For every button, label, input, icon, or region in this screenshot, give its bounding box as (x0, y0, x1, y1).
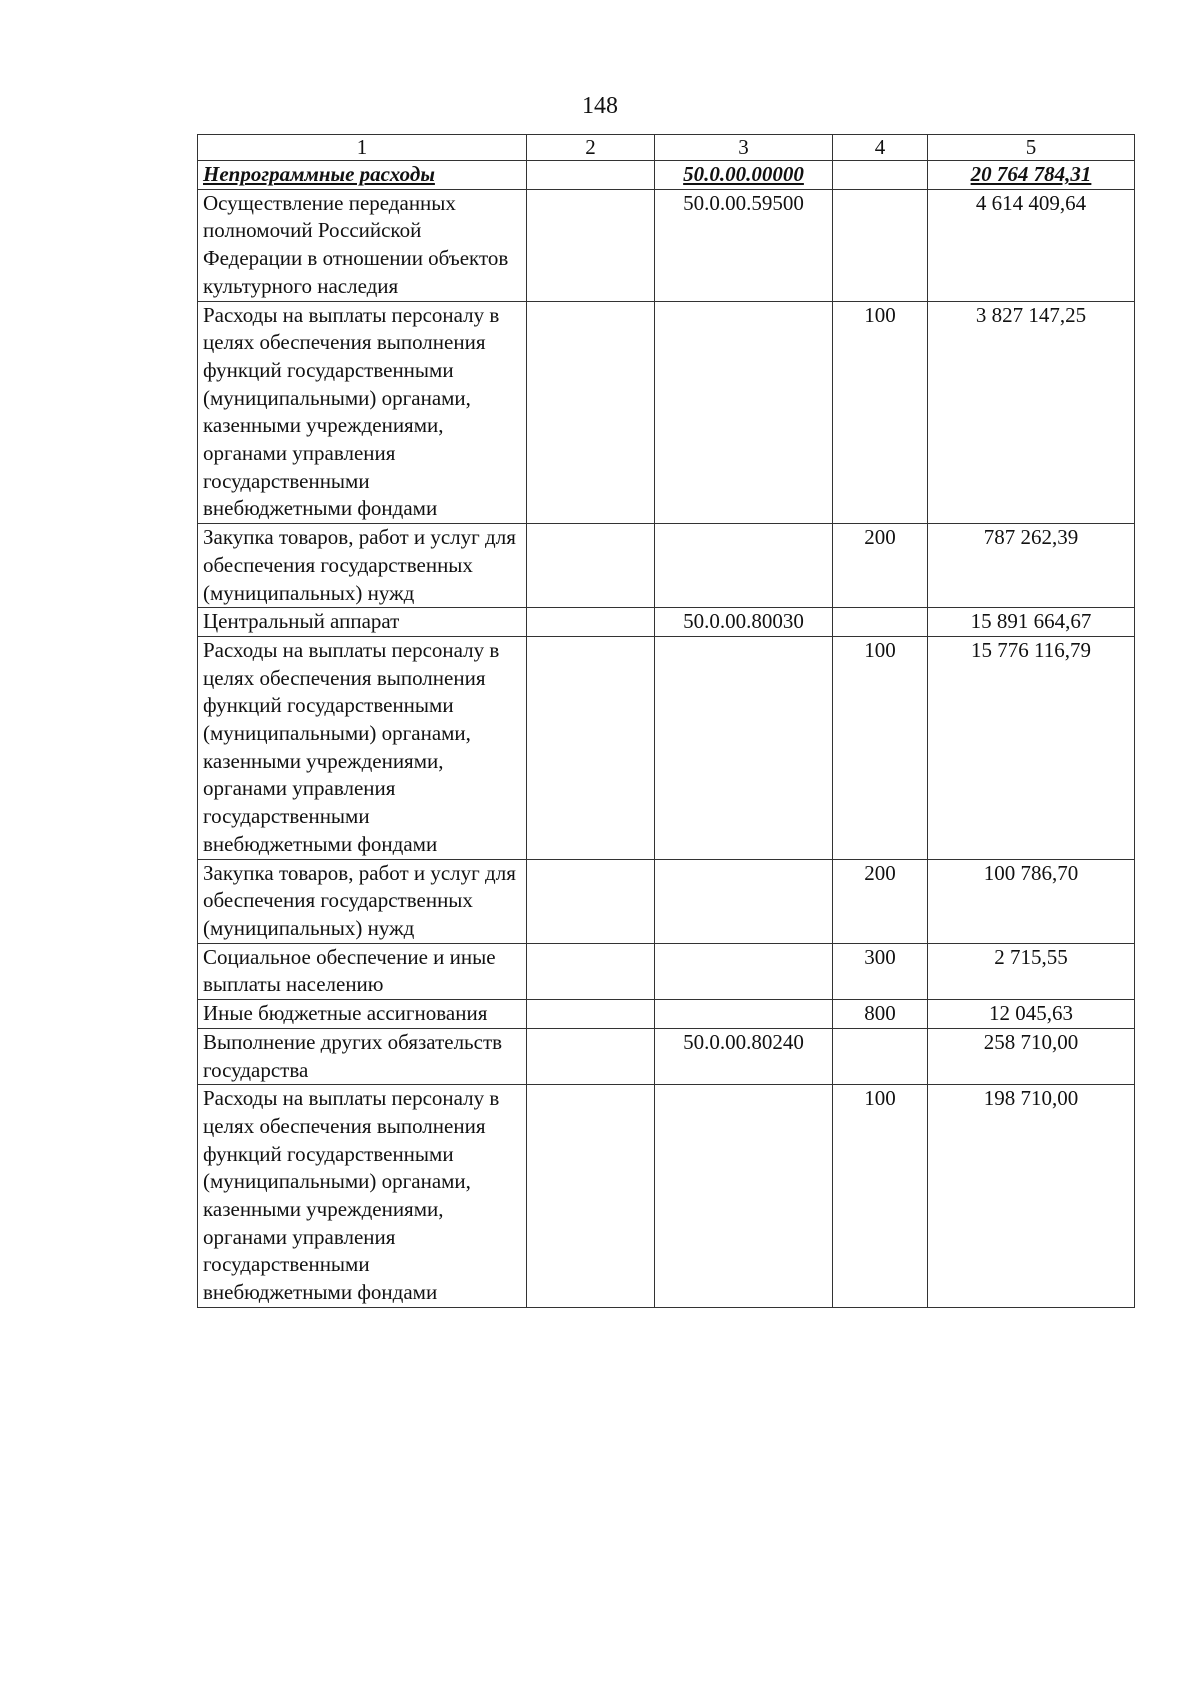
row-expense-type: 100 (833, 1085, 928, 1308)
row-name: Расходы на выплаты персоналу в целях обеспечения выполнения функций государственными (муниципальными) органами, казенными учреждениями, органами управления государственными внебюджетными фондами (198, 1085, 527, 1308)
row-target-code (655, 859, 833, 943)
column-header-4: 4 (833, 135, 928, 161)
row-amount: 4 614 409,64 (928, 189, 1135, 301)
row-section (527, 608, 655, 637)
column-header-3: 3 (655, 135, 833, 161)
row-section (527, 859, 655, 943)
row-name: Иные бюджетные ассигнования (198, 1000, 527, 1029)
row-expense-type: 100 (833, 301, 928, 524)
table-row (198, 189, 1135, 301)
row-target-code (655, 1085, 833, 1308)
row-section (527, 1085, 655, 1308)
row-amount: 198 710,00 (928, 1085, 1135, 1308)
row-target-code (655, 301, 833, 524)
table-row (198, 1085, 1135, 1308)
row-section (527, 636, 655, 859)
table-row (198, 161, 1135, 190)
row-section (527, 1000, 655, 1029)
row-amount: 12 045,63 (928, 1000, 1135, 1029)
table-row (198, 301, 1135, 524)
row-target-code (655, 943, 833, 999)
row-section (527, 189, 655, 301)
row-expense-type: 800 (833, 1000, 928, 1029)
table-row (198, 1028, 1135, 1084)
row-name: Расходы на выплаты персоналу в целях обеспечения выполнения функций государственными (муниципальными) органами, казенными учреждениями, органами управления государственными внебюджетными фондами (198, 301, 527, 524)
row-name: Закупка товаров, работ и услуг для обеспечения государственных (муниципальных) нужд (198, 524, 527, 608)
row-section (527, 1028, 655, 1084)
row-amount: 258 710,00 (928, 1028, 1135, 1084)
row-section (527, 943, 655, 999)
row-name: Осуществление переданных полномочий Российской Федерации в отношении объектов культурного наследия (198, 189, 527, 301)
row-section (527, 524, 655, 608)
row-section (527, 161, 655, 190)
header-row (198, 135, 1135, 161)
row-expense-type: 200 (833, 859, 928, 943)
table-row (198, 859, 1135, 943)
row-expense-type: 200 (833, 524, 928, 608)
row-expense-type (833, 1028, 928, 1084)
row-name: Выполнение других обязательств государства (198, 1028, 527, 1084)
row-expense-type: 300 (833, 943, 928, 999)
row-amount: 20 764 784,31 (928, 161, 1135, 190)
table-row (198, 636, 1135, 859)
row-target-code: 50.0.00.59500 (655, 189, 833, 301)
row-name: Расходы на выплаты персоналу в целях обеспечения выполнения функций государственными (муниципальными) органами, казенными учреждениями, органами управления государственными внебюджетными фондами (198, 636, 527, 859)
row-target-code: 50.0.00.80240 (655, 1028, 833, 1084)
row-expense-type (833, 608, 928, 637)
row-amount: 2 715,55 (928, 943, 1135, 999)
row-amount: 15 891 664,67 (928, 608, 1135, 637)
row-name: Центральный аппарат (198, 608, 527, 637)
budget-table (197, 134, 1135, 1308)
row-expense-type (833, 189, 928, 301)
row-amount: 100 786,70 (928, 859, 1135, 943)
row-target-code: 50.0.00.00000 (655, 161, 833, 190)
column-header-2: 2 (527, 135, 655, 161)
table-row (198, 608, 1135, 637)
column-header-5: 5 (928, 135, 1135, 161)
row-section (527, 301, 655, 524)
row-target-code: 50.0.00.80030 (655, 608, 833, 637)
row-target-code (655, 524, 833, 608)
row-name: Непрограммные расходы (198, 161, 527, 190)
row-expense-type: 100 (833, 636, 928, 859)
table-row (198, 943, 1135, 999)
page-number: 148 (582, 93, 618, 119)
row-name: Закупка товаров, работ и услуг для обеспечения государственных (муниципальных) нужд (198, 859, 527, 943)
table-row (198, 1000, 1135, 1029)
table-row (198, 524, 1135, 608)
row-target-code (655, 1000, 833, 1029)
row-amount: 787 262,39 (928, 524, 1135, 608)
column-header-1: 1 (198, 135, 527, 161)
row-name: Социальное обеспечение и иные выплаты населению (198, 943, 527, 999)
row-expense-type (833, 161, 928, 190)
row-amount: 15 776 116,79 (928, 636, 1135, 859)
row-amount: 3 827 147,25 (928, 301, 1135, 524)
row-target-code (655, 636, 833, 859)
